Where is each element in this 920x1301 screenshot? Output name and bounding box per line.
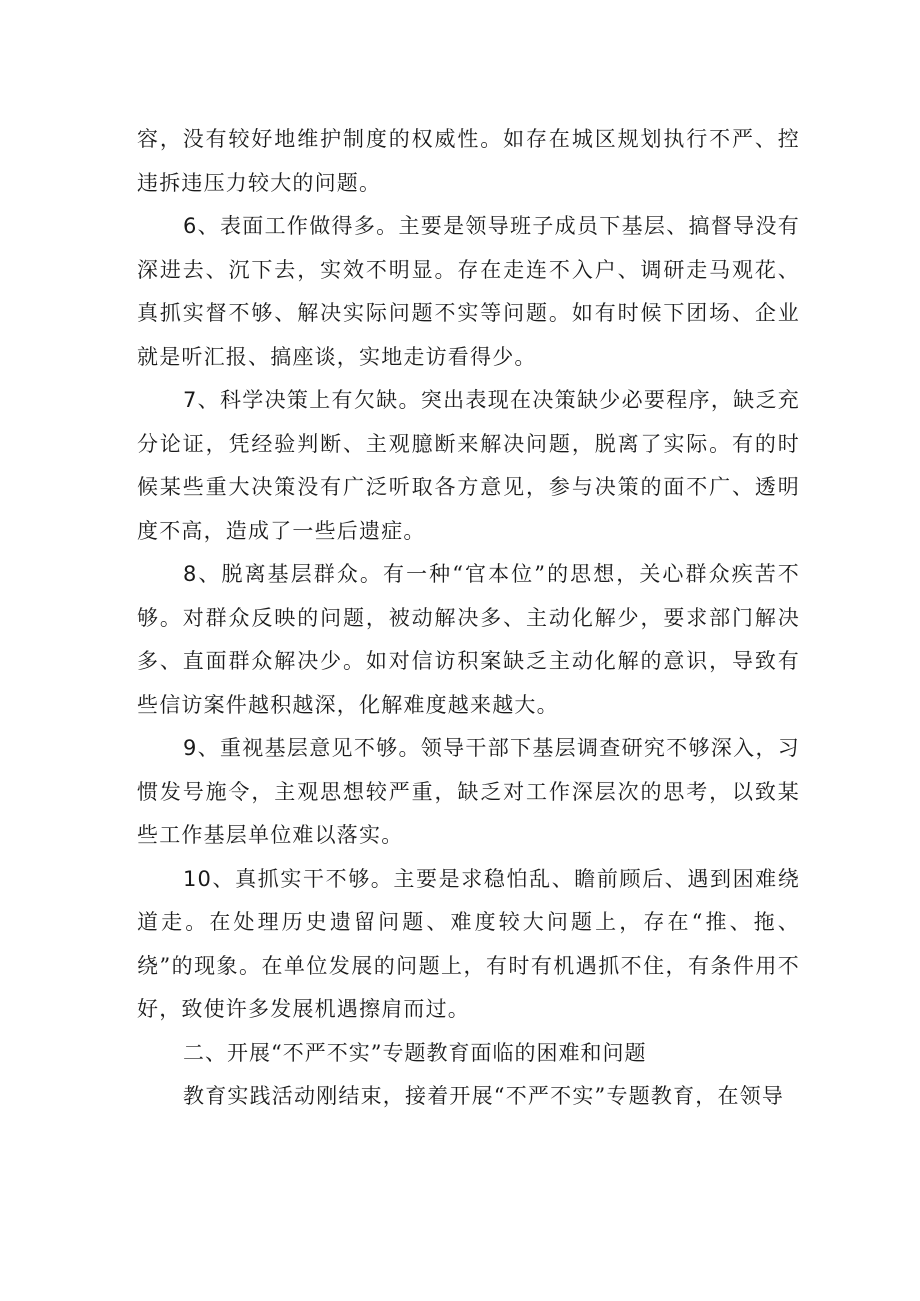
paragraph-lead: 7、科学决策上有欠缺。 <box>183 388 421 412</box>
paragraph-lead: 8、脱离基层群众。 <box>183 562 384 586</box>
section-heading: 二、开展“不严不实”专题教育面临的困难和问题 <box>183 1040 647 1065</box>
paragraph-item-10 <box>137 858 800 1032</box>
paragraph-item-7 <box>137 379 800 553</box>
paragraph-lead: 9、重视基层意见不够。 <box>183 736 421 760</box>
closing-paragraph: 教育实践活动刚结束，接着开展“不严不实”专题教育，在领导 <box>183 1084 785 1108</box>
document-body <box>137 118 800 1119</box>
paragraph-continuation <box>137 118 800 205</box>
paragraph-text: 容，没有较好地维护制度的权威性。如存在城区规划执行不严、控违拆违压力较大的问题。 <box>137 127 800 195</box>
paragraph-text: 领导干部下基层调查研究不够深入，习惯发号施令，主观思想较严重，缺乏对工作深层次的思考，以致某些工作基层单位难以落实。 <box>137 736 800 847</box>
paragraph-lead: 6、表面工作做得多。 <box>183 214 399 238</box>
paragraph-text: 突出表现在决策缺少必要程序，缺乏充分论证，凭经验判断、主观臆断来解决问题，脱离了实际。有的时候某些重大决策没有广泛听取各方意见，参与决策的面不广、透明度不高，造成了一些后遗症。 <box>137 388 800 543</box>
paragraph-text: 主要是求稳怕乱、瞻前顾后、遇到困难绕道走。在处理历史遗留问题、难度较大问题上，存在“推、拖、绕”的现象。在单位发展的问题上，有时有机遇抓不住，有条件用不好，致使许多发展机遇擦肩而过。 <box>137 866 800 1021</box>
paragraph-text: 主要是领导班子成员下基层、搞督导没有深进去、沉下去，实效不明显。存在走连不入户、调研走马观花、真抓实督不够、解决实际问题不实等问题。如有时候下团场、企业就是听汇报、搞座谈，实地走访看得少。 <box>137 214 800 369</box>
paragraph-item-6 <box>137 205 800 379</box>
paragraph-lead: 10、真抓实干不够。 <box>183 866 394 891</box>
paragraph-item-9 <box>137 727 800 858</box>
paragraph-item-8 <box>137 553 800 727</box>
paragraph-text: 有一种“官本位”的思想，关心群众疾苦不够。对群众反映的问题，被动解决多、主动化解少，要求部门解决多、直面群众解决少。如对信访积案缺乏主动化解的意识，导致有些信访案件越积越深，化解难度越来越大。 <box>137 562 800 717</box>
